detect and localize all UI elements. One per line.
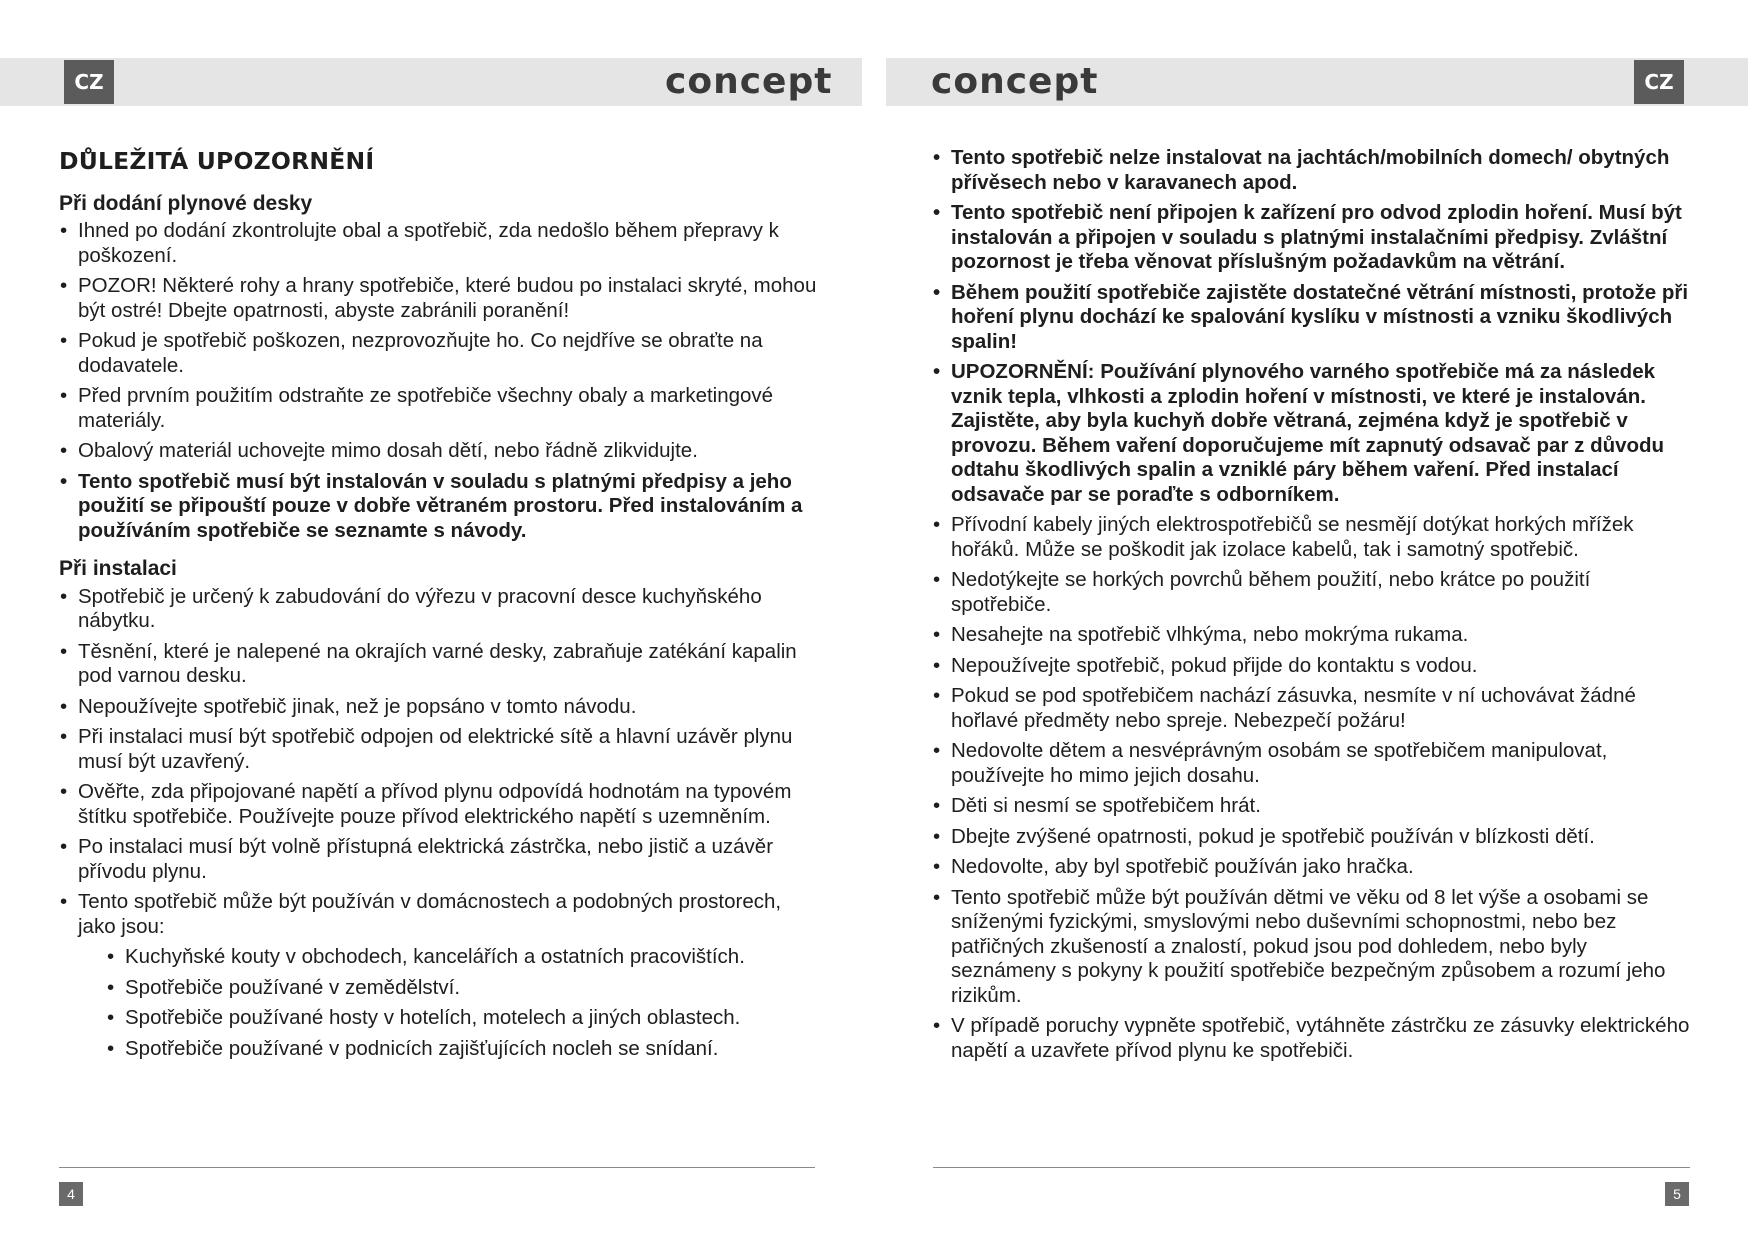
list-item: • Po instalaci musí být volně přístupná elektrická zástrčka, nebo jistič a uzávěr přívodu plynu. bbox=[59, 835, 821, 884]
section-heading-delivery: Při dodání plynové desky bbox=[59, 191, 313, 215]
list-item: • Nesahejte na spotřebič vlhkýma, nebo mokrýma rukama. bbox=[932, 623, 1692, 648]
safety-list bbox=[932, 146, 1692, 1063]
footer-divider-right bbox=[933, 1167, 1690, 1168]
list-item: • Při instalaci musí být spotřebič odpojen od elektrické sítě a hlavní uzávěr plynu musí být uzavřený. bbox=[59, 725, 821, 774]
sublist-item: • Spotřebiče používané v zemědělství. bbox=[106, 976, 821, 1001]
list-item: • V případě poruchy vypněte spotřebič, vytáhněte zástrčku ze zásuvky elektrického napětí a uzavřete přívod plynu ke spotřebiči. bbox=[932, 1014, 1692, 1063]
list-item: • Nepoužívejte spotřebič jinak, než je popsáno v tomto návodu. bbox=[59, 695, 821, 720]
list-item: • Pokud se pod spotřebičem nachází zásuvka, nesmíte v ní uchovávat žádné hořlavé předměty nebo spreje. Nebezpečí požáru! bbox=[932, 684, 1692, 733]
sublist-item: • Kuchyňské kouty v obchodech, kancelářích a ostatních pracovištích. bbox=[106, 945, 821, 970]
list-item: • Nedovolte dětem a nesvéprávným osobám se spotřebičem manipulovat, používejte ho mimo jejich dosahu. bbox=[932, 739, 1692, 788]
section-heading-installation: Při instalaci bbox=[59, 557, 177, 580]
list-item bbox=[59, 890, 821, 1061]
list-item: • Ověřte, zda připojované napětí a přívod plynu odpovídá hodnotám na typovém štítku spotřebiče. Používejte pouze přívod elektrického napětí s uzemněním. bbox=[59, 780, 821, 829]
list-item: • Pokud je spotřebič poškozen, nezprovozňujte ho. Co nejdříve se obraťte na dodavatele. bbox=[59, 329, 821, 378]
list-item: • Obalový materiál uchovejte mimo dosah dětí, nebo řádně zlikvidujte. bbox=[59, 439, 821, 464]
brand-logo-left: concept bbox=[665, 61, 833, 102]
list-item: • Přívodní kabely jiných elektrospotřebičů se nesmějí dotýkat horkých mřížek hořáků. Může se poškodit jak izolace kabelů, tak i samotný spotřebič. bbox=[932, 513, 1692, 562]
list-item: • Děti si nesmí se spotřebičem hrát. bbox=[932, 794, 1692, 819]
list-item: • Ihned po dodání zkontrolujte obal a spotřebič, zda nedošlo během přepravy k poškození. bbox=[59, 219, 821, 268]
language-badge-right: CZ bbox=[1634, 60, 1684, 104]
list-item-warning: • Tento spotřebič nelze instalovat na jachtách/mobilních domech/ obytných přívěsech nebo v karavanech apod. bbox=[932, 146, 1692, 195]
left-page-content bbox=[59, 146, 821, 1067]
list-item: • Nepoužívejte spotřebič, pokud přijde do kontaktu s vodou. bbox=[932, 654, 1692, 679]
right-page-content bbox=[932, 146, 1692, 1069]
list-item: • POZOR! Některé rohy a hrany spotřebiče, které budou po instalaci skryté, mohou být ostré! Dbejte opatrnosti, abyste zabránili poranění! bbox=[59, 274, 821, 323]
installation-list bbox=[59, 585, 821, 1062]
list-item: • Před prvním použitím odstraňte ze spotřebiče všechny obaly a marketingové materiály. bbox=[59, 384, 821, 433]
delivery-list bbox=[59, 219, 821, 543]
list-item: • Tento spotřebič může být používán dětmi ve věku od 8 let výše a osobami se sníženými fyzickými, smyslovými nebo duševními schopnostmi, nebo bez patřičných zkušeností a znalostí, pokud jsou pod dohledem, nebo byly seznámeny s pokyny k použití spotřebiče bezpečným způsobem a rozumí jeho rizikům. bbox=[932, 886, 1692, 1009]
list-item: • Dbejte zvýšené opatrnosti, pokud je spotřebič používán v blízkosti dětí. bbox=[932, 825, 1692, 850]
list-item: • Nedotýkejte se horkých povrchů během použití, nebo krátce po použití spotřebiče. bbox=[932, 568, 1692, 617]
list-item-warning: • UPOZORNĚNÍ: Používání plynového varného spotřebiče má za následek vznik tepla, vlhkosti a zplodin hoření v místnosti, ve které je instalován. Zajistěte, aby byla kuchyň dobře větraná, zejména když je spotřebič v provozu. Během vaření doporučujeme mít zapnutý odsavač par z důvodu odtahu škodlivých spalin a vzniklé páry během vaření. Před instalací odsavače par se poraďte s odborníkem. bbox=[932, 360, 1692, 507]
list-item-warning: • Tento spotřebič musí být instalován v souladu s platnými předpisy a jeho použití se připouští pouze v dobře větraném prostoru. Před instalováním a používáním spotřebiče se seznamte s návody. bbox=[59, 470, 821, 544]
list-item-warning: • Během použití spotřebiče zajistěte dostatečné větrání místnosti, protože při hoření plynu dochází ke spalování kyslíku v místnosti a vzniku škodlivých spalin! bbox=[932, 281, 1692, 355]
page-number-left: 4 bbox=[59, 1182, 83, 1206]
sublist-item: • Spotřebiče používané v podnicích zajišťujících nocleh se snídaní. bbox=[106, 1037, 821, 1062]
list-item: • Spotřebič je určený k zabudování do výřezu v pracovní desce kuchyňského nábytku. bbox=[59, 585, 821, 634]
list-item: • Těsnění, které je nalepené na okrajích varné desky, zabraňuje zatékání kapalin pod varnou desku. bbox=[59, 640, 821, 689]
list-item-warning: • Tento spotřebič není připojen k zařízení pro odvod zplodin hoření. Musí být instalován a připojen v souladu s platnými instalačními předpisy. Zvláštní pozornost je třeba věnovat příslušným požadavkům na větrání. bbox=[932, 201, 1692, 275]
list-item-text: Tento spotřebič může být používán v domácnostech a podobných prostorech, jako jsou: bbox=[78, 890, 782, 938]
sublist-item: • Spotřebiče používané hosty v hotelích, motelech a jiných oblastech. bbox=[106, 1006, 821, 1031]
footer-divider-left bbox=[59, 1167, 815, 1168]
page-number-right: 5 bbox=[1665, 1182, 1689, 1206]
usage-sublist bbox=[78, 945, 821, 1061]
language-badge-left: CZ bbox=[64, 60, 114, 104]
brand-logo-right: concept bbox=[931, 61, 1099, 102]
page-title: DŮLEŽITÁ UPOZORNĚNÍ bbox=[59, 147, 375, 175]
list-item: • Nedovolte, aby byl spotřebič používán jako hračka. bbox=[932, 855, 1692, 880]
